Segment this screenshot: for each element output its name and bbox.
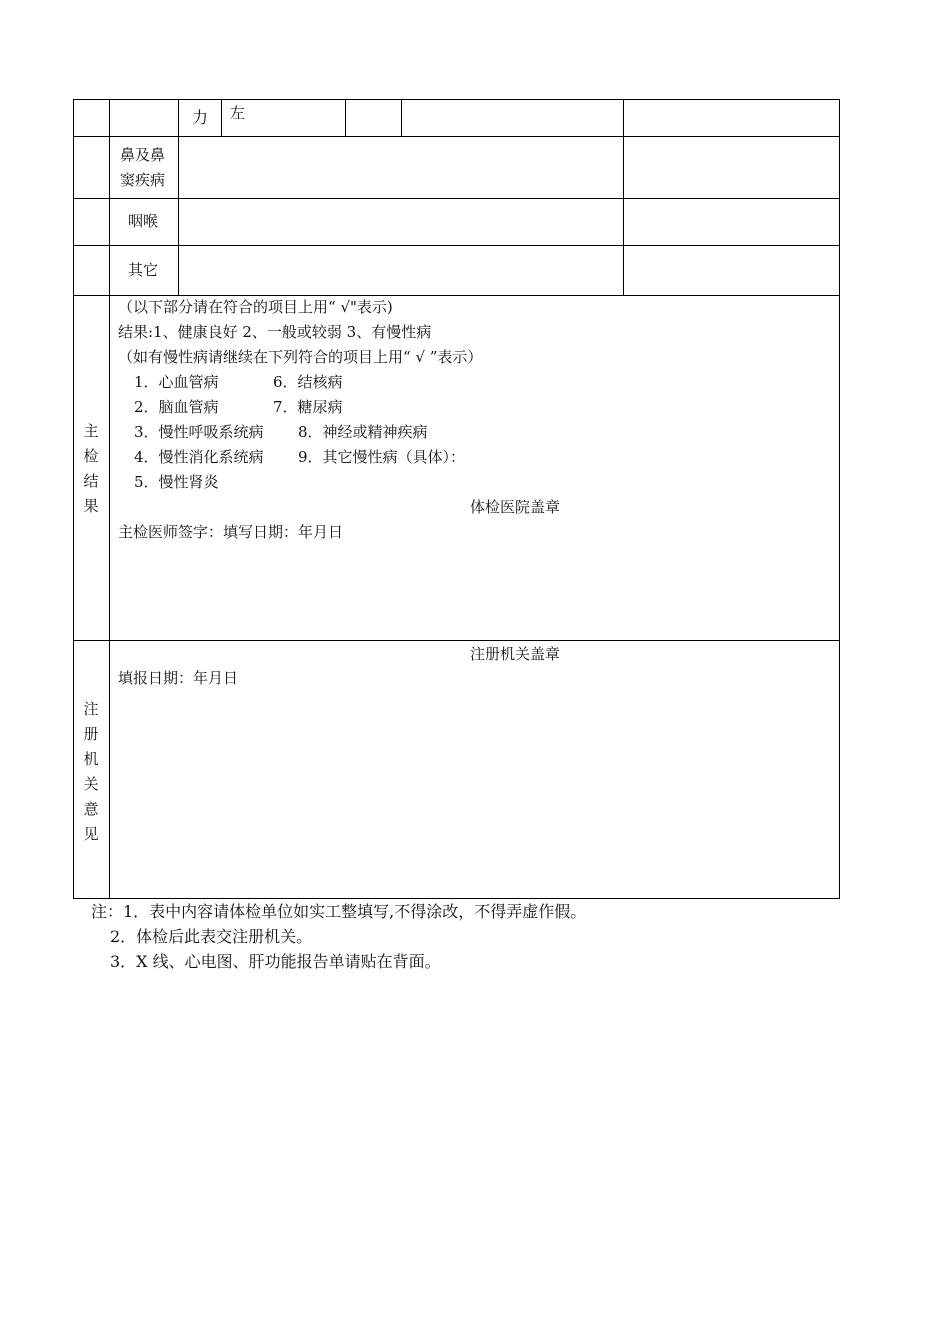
row-divider <box>73 295 840 296</box>
main-result-section-label: 主检结果 <box>83 422 99 515</box>
physician-signature-line: 主检医师签字：填写日期：年月日 <box>118 523 344 541</box>
column-divider <box>623 99 624 296</box>
row-divider <box>73 198 840 199</box>
column-divider <box>178 99 179 296</box>
column-divider <box>401 99 402 137</box>
registration-seal-label: 注册机关盖章 <box>470 645 561 663</box>
chronic-item: 9．其它慢性病（具体）： <box>298 448 466 466</box>
column-divider <box>109 99 110 899</box>
chronic-item: 4．慢性消化系统病 <box>134 448 264 466</box>
column-divider <box>345 99 346 137</box>
other-label: 其它 <box>128 261 159 279</box>
row-divider <box>73 136 840 137</box>
chronic-item: 7．糖尿病 <box>273 398 343 416</box>
column-divider <box>221 99 222 137</box>
registration-date-line: 填报日期：年月日 <box>118 669 239 687</box>
vision-label: 力 <box>192 108 209 127</box>
note-line: 3．X 线、心电图、肝功能报告单请贴在背面。 <box>110 952 441 971</box>
chronic-item: 1．心血管病 <box>134 373 219 391</box>
result-options: 结果:1、健康良好 2、一般或较弱 3、有慢性病 <box>118 323 432 341</box>
chronic-item: 5．慢性肾炎 <box>134 473 219 491</box>
throat-label: 咽喉 <box>128 212 159 230</box>
table-border-left <box>73 99 74 899</box>
note-line: 2．体检后此表交注册机关。 <box>110 927 313 946</box>
nose-sinus-label: 窦疾病 <box>120 171 166 189</box>
registration-section-label: 注册机关意见 <box>83 700 99 843</box>
left-eye-label: 左 <box>230 104 246 122</box>
table-border-right <box>839 99 840 899</box>
nose-sinus-label: 鼻及鼻 <box>120 146 166 164</box>
chronic-item: 6．结核病 <box>273 373 343 391</box>
chronic-instruction: （如有慢性病请继续在下列符合的项目上用“ √ ”表示） <box>118 348 483 366</box>
chronic-item: 3．慢性呼吸系统病 <box>134 423 264 441</box>
row-divider <box>73 640 840 641</box>
table-border-bottom <box>73 898 840 899</box>
check-instruction: （以下部分请在符合的项目上用“ √"表示) <box>118 298 393 316</box>
hospital-seal-label: 体检医院盖章 <box>470 498 561 516</box>
note-line: 注：1．表中内容请体检单位如实工整填写,不得涂改，不得弄虚作假。 <box>91 902 587 921</box>
row-divider <box>73 245 840 246</box>
chronic-item: 8．神经或精神疾病 <box>298 423 428 441</box>
table-border-top <box>73 99 840 100</box>
chronic-item: 2．脑血管病 <box>134 398 219 416</box>
